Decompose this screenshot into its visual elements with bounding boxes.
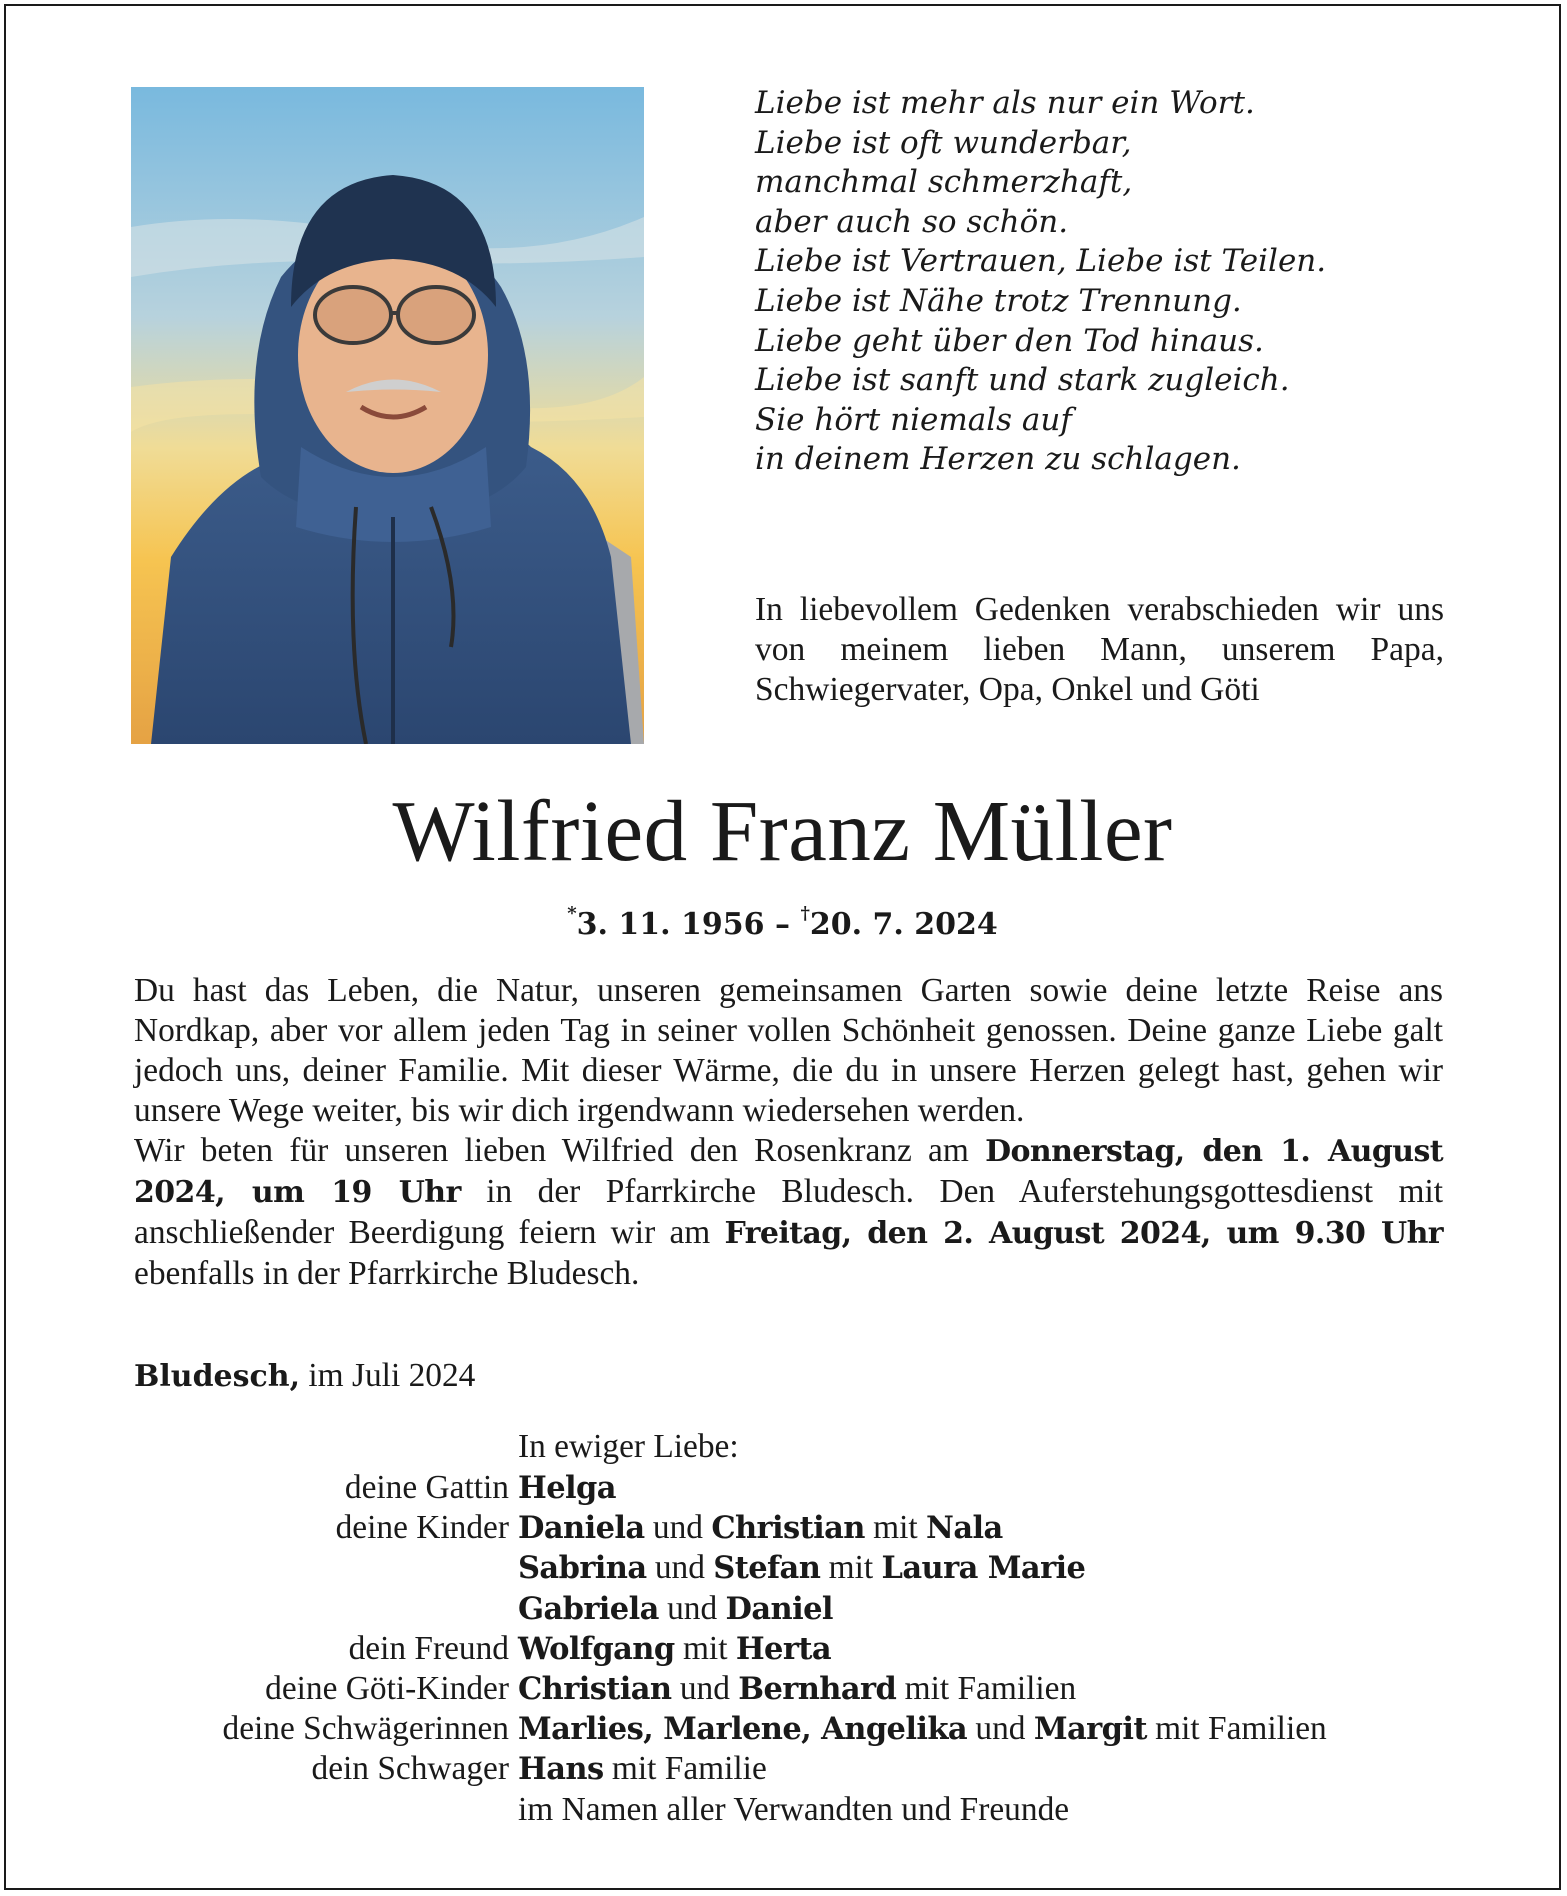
mourner-row: [6, 1589, 1563, 1629]
place-date: [134, 1356, 475, 1397]
mourner-name: Herta: [735, 1630, 831, 1667]
intro-text: In liebevollem Gedenken verabschieden wir uns von meinem lieben Mann, unserem Papa, Schwiegervater, Opa, Onkel und Göti: [755, 591, 1444, 708]
portrait-illustration: [131, 87, 644, 744]
mourner-connector: mit: [820, 1549, 882, 1587]
mourner-relation: deine Göti-Kinder: [265, 1669, 509, 1707]
poem-line: Liebe ist sanft und stark zugleich.: [755, 362, 1290, 399]
portrait-photo: [131, 87, 644, 744]
poem-line: in deinem Herzen zu schlagen.: [755, 441, 1241, 478]
mourner-connector: und: [646, 1549, 714, 1587]
mourner-row: [6, 1749, 1563, 1789]
mourner-name: Daniel: [725, 1590, 833, 1627]
mourner-connector: und: [658, 1589, 726, 1627]
mourner-name: Helga: [518, 1470, 616, 1506]
obituary-card: [4, 4, 1561, 1890]
mourners-list: [6, 1468, 1563, 1830]
mourner-relation: dein Schwager: [311, 1750, 509, 1788]
mourner-row: [6, 1669, 1563, 1709]
deceased-name: Wilfried Franz Müller: [392, 782, 1173, 879]
mourners-heading: In ewiger Liebe:: [518, 1428, 739, 1465]
mourner-connector: im Namen aller Verwandten und Freunde: [518, 1790, 1070, 1828]
life-dates: [6, 898, 1559, 945]
body-text-run: ebenfalls in der Pfarrkirche Bludesch.: [134, 1255, 640, 1292]
mourner-row: [6, 1709, 1563, 1749]
mourner-names: [518, 1790, 1069, 1830]
mourner-name: Christian: [711, 1510, 865, 1547]
mourner-names: [518, 1468, 616, 1508]
mourner-name: Christian: [518, 1670, 672, 1707]
body-paragraph-2: [134, 1131, 1443, 1294]
birth-symbol: *: [567, 903, 577, 924]
mourner-names: [518, 1629, 831, 1669]
death-date: 20. 7. 2024: [809, 907, 998, 942]
death-symbol: †: [800, 903, 810, 924]
poem-line: Liebe geht über den Tod hinaus.: [755, 322, 1264, 359]
poem: [755, 84, 1455, 480]
place-month: im Juli 2024: [300, 1357, 476, 1394]
mourner-row: [6, 1468, 1563, 1508]
mourner-name: Marlies, Marlene, Angelika: [518, 1711, 968, 1748]
mourner-names: [518, 1548, 1085, 1588]
birth-date: 3. 11. 1956: [576, 907, 765, 942]
mourner-row: [6, 1508, 1563, 1548]
mourner-name: Stefan: [713, 1550, 821, 1587]
mourner-names: [518, 1508, 1003, 1548]
poem-line: Liebe ist oft wunderbar,: [755, 124, 1132, 161]
body-paragraph-1: Du hast das Leben, die Natur, unseren gemeinsamen Garten sowie deine letzte Reise ans Nordkap, aber vor allem jeden Tag in seiner vollen Schönheit genossen. Deine ganze Liebe galt jedoch uns, deiner Familie. Mit dieser Wärme, die du in unsere Herzen gelegt hast, gehen wir unsere Wege weiter, bis wir dich irgendwann wiedersehen werden.: [134, 972, 1443, 1129]
poem-line: Liebe ist mehr als nur ein Wort.: [755, 85, 1255, 121]
mourner-name: Daniela: [518, 1510, 645, 1547]
funeral-datetime: Freitag, den 2. August 2024, um 9.30 Uhr: [724, 1216, 1443, 1251]
mourner-name: Margit: [1033, 1711, 1147, 1748]
body-text-run: Wir beten für unseren lieben Wilfried den Rosenkranz am: [134, 1132, 986, 1169]
mourner-name: Laura Marie: [881, 1550, 1086, 1587]
mourner-connector: mit: [864, 1509, 927, 1547]
poem-line: Sie hört niemals auf: [755, 401, 1072, 438]
mourner-relation: dein Freund: [348, 1629, 509, 1667]
mourner-names: [518, 1589, 833, 1629]
mourner-names: [518, 1669, 1076, 1709]
mourner-name: Bernhard: [738, 1670, 897, 1707]
mourner-names: [518, 1749, 767, 1789]
mourner-name: Nala: [926, 1510, 1003, 1547]
mourner-relation: deine Gattin: [344, 1469, 509, 1506]
mourner-connector: und: [671, 1669, 739, 1707]
mourner-connector: mit Familien: [1146, 1710, 1327, 1748]
mourner-name: Wolfgang: [518, 1630, 675, 1667]
poem-line: manchmal schmerzhaft,: [755, 164, 1133, 201]
poem-line: Liebe ist Vertrauen, Liebe ist Teilen.: [755, 243, 1327, 280]
mourner-name: Sabrina: [518, 1550, 647, 1587]
mourner-row: [6, 1629, 1563, 1669]
mourner-connector: mit Familie: [603, 1750, 767, 1788]
mourner-connector: mit Familien: [896, 1669, 1077, 1707]
mourner-name: Hans: [518, 1751, 604, 1788]
mourner-connector: und: [967, 1710, 1034, 1748]
mourner-name: Gabriela: [518, 1590, 659, 1627]
mourner-connector: und: [644, 1509, 712, 1547]
place-town: Bludesch,: [134, 1359, 301, 1394]
date-separator: –: [764, 907, 801, 942]
body-text-run: in der Pfarrkirche Bludesch. Den Auferstehungsgottesdienst mit anschließender Beerdigung feiern wir am: [134, 1173, 1443, 1251]
body-text: [134, 971, 1443, 1294]
mourner-row: [6, 1790, 1563, 1830]
poem-line: aber auch so schön.: [755, 203, 1069, 240]
rosary-datetime: Donnerstag, den 1. August 2024, um 19 Uhr: [134, 1134, 1443, 1210]
mourner-connector: mit: [674, 1629, 736, 1667]
mourner-relation: deine Schwägerinnen: [222, 1710, 509, 1748]
mourner-row: [6, 1548, 1563, 1588]
poem-line: Liebe ist Nähe trotz Trennung.: [755, 282, 1242, 319]
mourner-relation: deine Kinder: [335, 1509, 509, 1547]
mourner-names: [518, 1709, 1327, 1749]
